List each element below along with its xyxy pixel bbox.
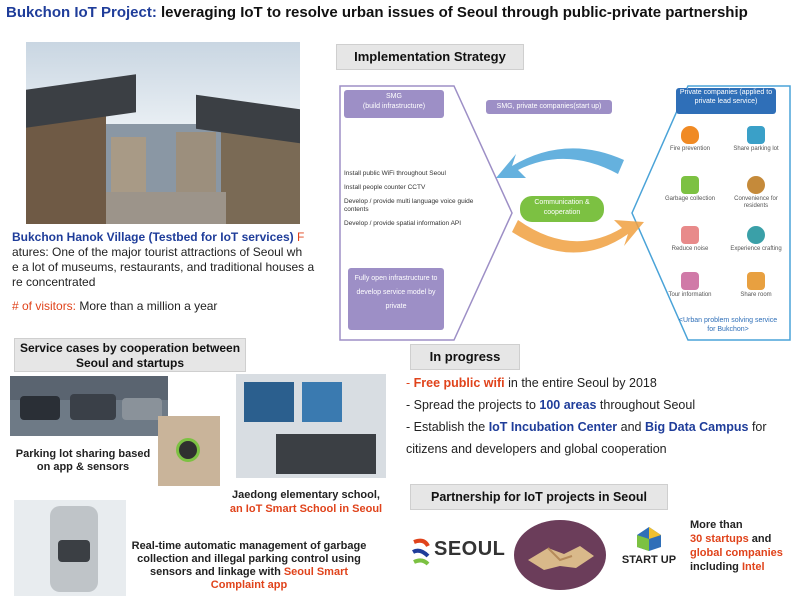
reduce-noise-cell: Reduce noise [660, 226, 720, 253]
global-companies: global companies [690, 547, 783, 559]
more-than-text: More than [690, 519, 743, 531]
visitors-label: # of visitors: [12, 299, 77, 313]
flame-icon [681, 126, 699, 144]
share-parking-cell: Share parking lot [726, 126, 786, 153]
trash-icon [681, 176, 699, 194]
car-icon [747, 126, 765, 144]
crafting-cell: Experience crafting [726, 226, 786, 253]
startup-emblem-icon [636, 526, 662, 552]
progress-item-2: - Spread the projects to 100 areas throughout Seoul [406, 398, 696, 412]
garbage-text: Real-time automatic management of garbage collection and illegal parking control using sensors and linkage with [131, 540, 367, 578]
arrow-orange [512, 220, 644, 253]
progress-item-4: citizens and developers and global cooperation [406, 442, 667, 456]
seoul-emblem-icon [410, 536, 432, 566]
open-infra-box: Fully open infrastructure to develop service model by private [348, 268, 444, 330]
visitors-value: More than a million a year [76, 299, 218, 313]
smg-item: Develop / provide spatial information API [344, 220, 462, 227]
progress-item-1: - Free public wifi in the entire Seoul by 2018 [406, 376, 657, 390]
private-icons [658, 122, 792, 312]
smg-list [344, 170, 494, 228]
title-rest: leveraging IoT to resolve urban issues of Seoul through public-private partnership [156, 4, 748, 21]
garbage-cell: Garbage collection [660, 176, 720, 203]
garbage-highlight: Seoul Smart Complaint app [210, 566, 349, 591]
village-description [12, 230, 338, 314]
strategy-label: Implementation Strategy [336, 44, 524, 70]
title-highlight: Bukchon IoT Project: [6, 4, 157, 21]
bukchon-photo [26, 42, 300, 224]
progress-list [406, 372, 796, 460]
arrow-blue [496, 148, 624, 178]
smg-item: Install public WiFi throughout Seoul [344, 170, 446, 177]
school-line-1: Jaedong elementary school, [232, 489, 380, 501]
handshake-image [514, 520, 606, 590]
private-footer: <Urban problem solving service for Bukchon> [678, 317, 778, 333]
page-title [6, 4, 748, 21]
parking-photo [10, 376, 168, 436]
handshake-icon [514, 520, 606, 590]
sensor-photo [158, 416, 220, 486]
startups-count: 30 startups [690, 533, 749, 545]
smg-item: Develop / provide multi language voice guide contents [344, 198, 474, 213]
village-heading-tail: F [293, 230, 305, 244]
village-line-2: e a lot of museums, restaurants, and traditional houses a [12, 260, 315, 274]
seoul-logo [410, 530, 506, 570]
private-box: Private companies (applied to private lead service) [676, 88, 776, 114]
intel-text: Intel [741, 561, 765, 573]
village-line-3: re concentrated [12, 275, 96, 289]
service-cases-label: Service cases by cooperation between Seoul and startups [14, 338, 246, 372]
fire-prevention-cell: Fire prevention [660, 126, 720, 153]
village-heading: Bukchon Hanok Village (Testbed for IoT services) [12, 230, 294, 244]
partnership-text: More than 30 startups and global companies including Intel [690, 518, 798, 574]
in-progress-label: In progress [410, 344, 520, 370]
house-icon [747, 272, 765, 290]
document-icon [681, 272, 699, 290]
garbage-bin-photo [14, 500, 126, 596]
school-photo [236, 374, 386, 478]
smg-box: SMG (build infrastructure) [344, 90, 444, 118]
village-line-1: atures: One of the major tourist attractions of Seoul wh [12, 245, 303, 259]
pot-icon [747, 226, 765, 244]
smg-item: Install people counter CCTV [344, 184, 426, 191]
leaf-icon [747, 176, 765, 194]
school-line-2: an IoT Smart School in Seoul [229, 503, 383, 515]
startup-logo [614, 526, 684, 576]
partnership-label: Partnership for IoT projects in Seoul [410, 484, 668, 510]
school-caption [204, 488, 408, 516]
strategy-diagram [336, 82, 794, 344]
center-mid-tag: Communication & cooperation [520, 196, 604, 222]
share-room-cell: Share room [726, 272, 786, 299]
progress-item-3: - Establish the IoT Incubation Center and Big Data Campus for [406, 420, 767, 434]
parking-caption: Parking lot sharing based on app & sensors [15, 448, 151, 473]
center-top-tag: SMG, private companies(start up) [486, 100, 612, 114]
startup-logo-text: START UP [621, 554, 677, 566]
garbage-caption [124, 540, 374, 592]
sound-icon [681, 226, 699, 244]
tour-info-cell: Tour information [660, 272, 720, 299]
seoul-logo-text: SEOUL [434, 538, 506, 560]
convenience-cell: Convenience for residents [726, 176, 786, 210]
